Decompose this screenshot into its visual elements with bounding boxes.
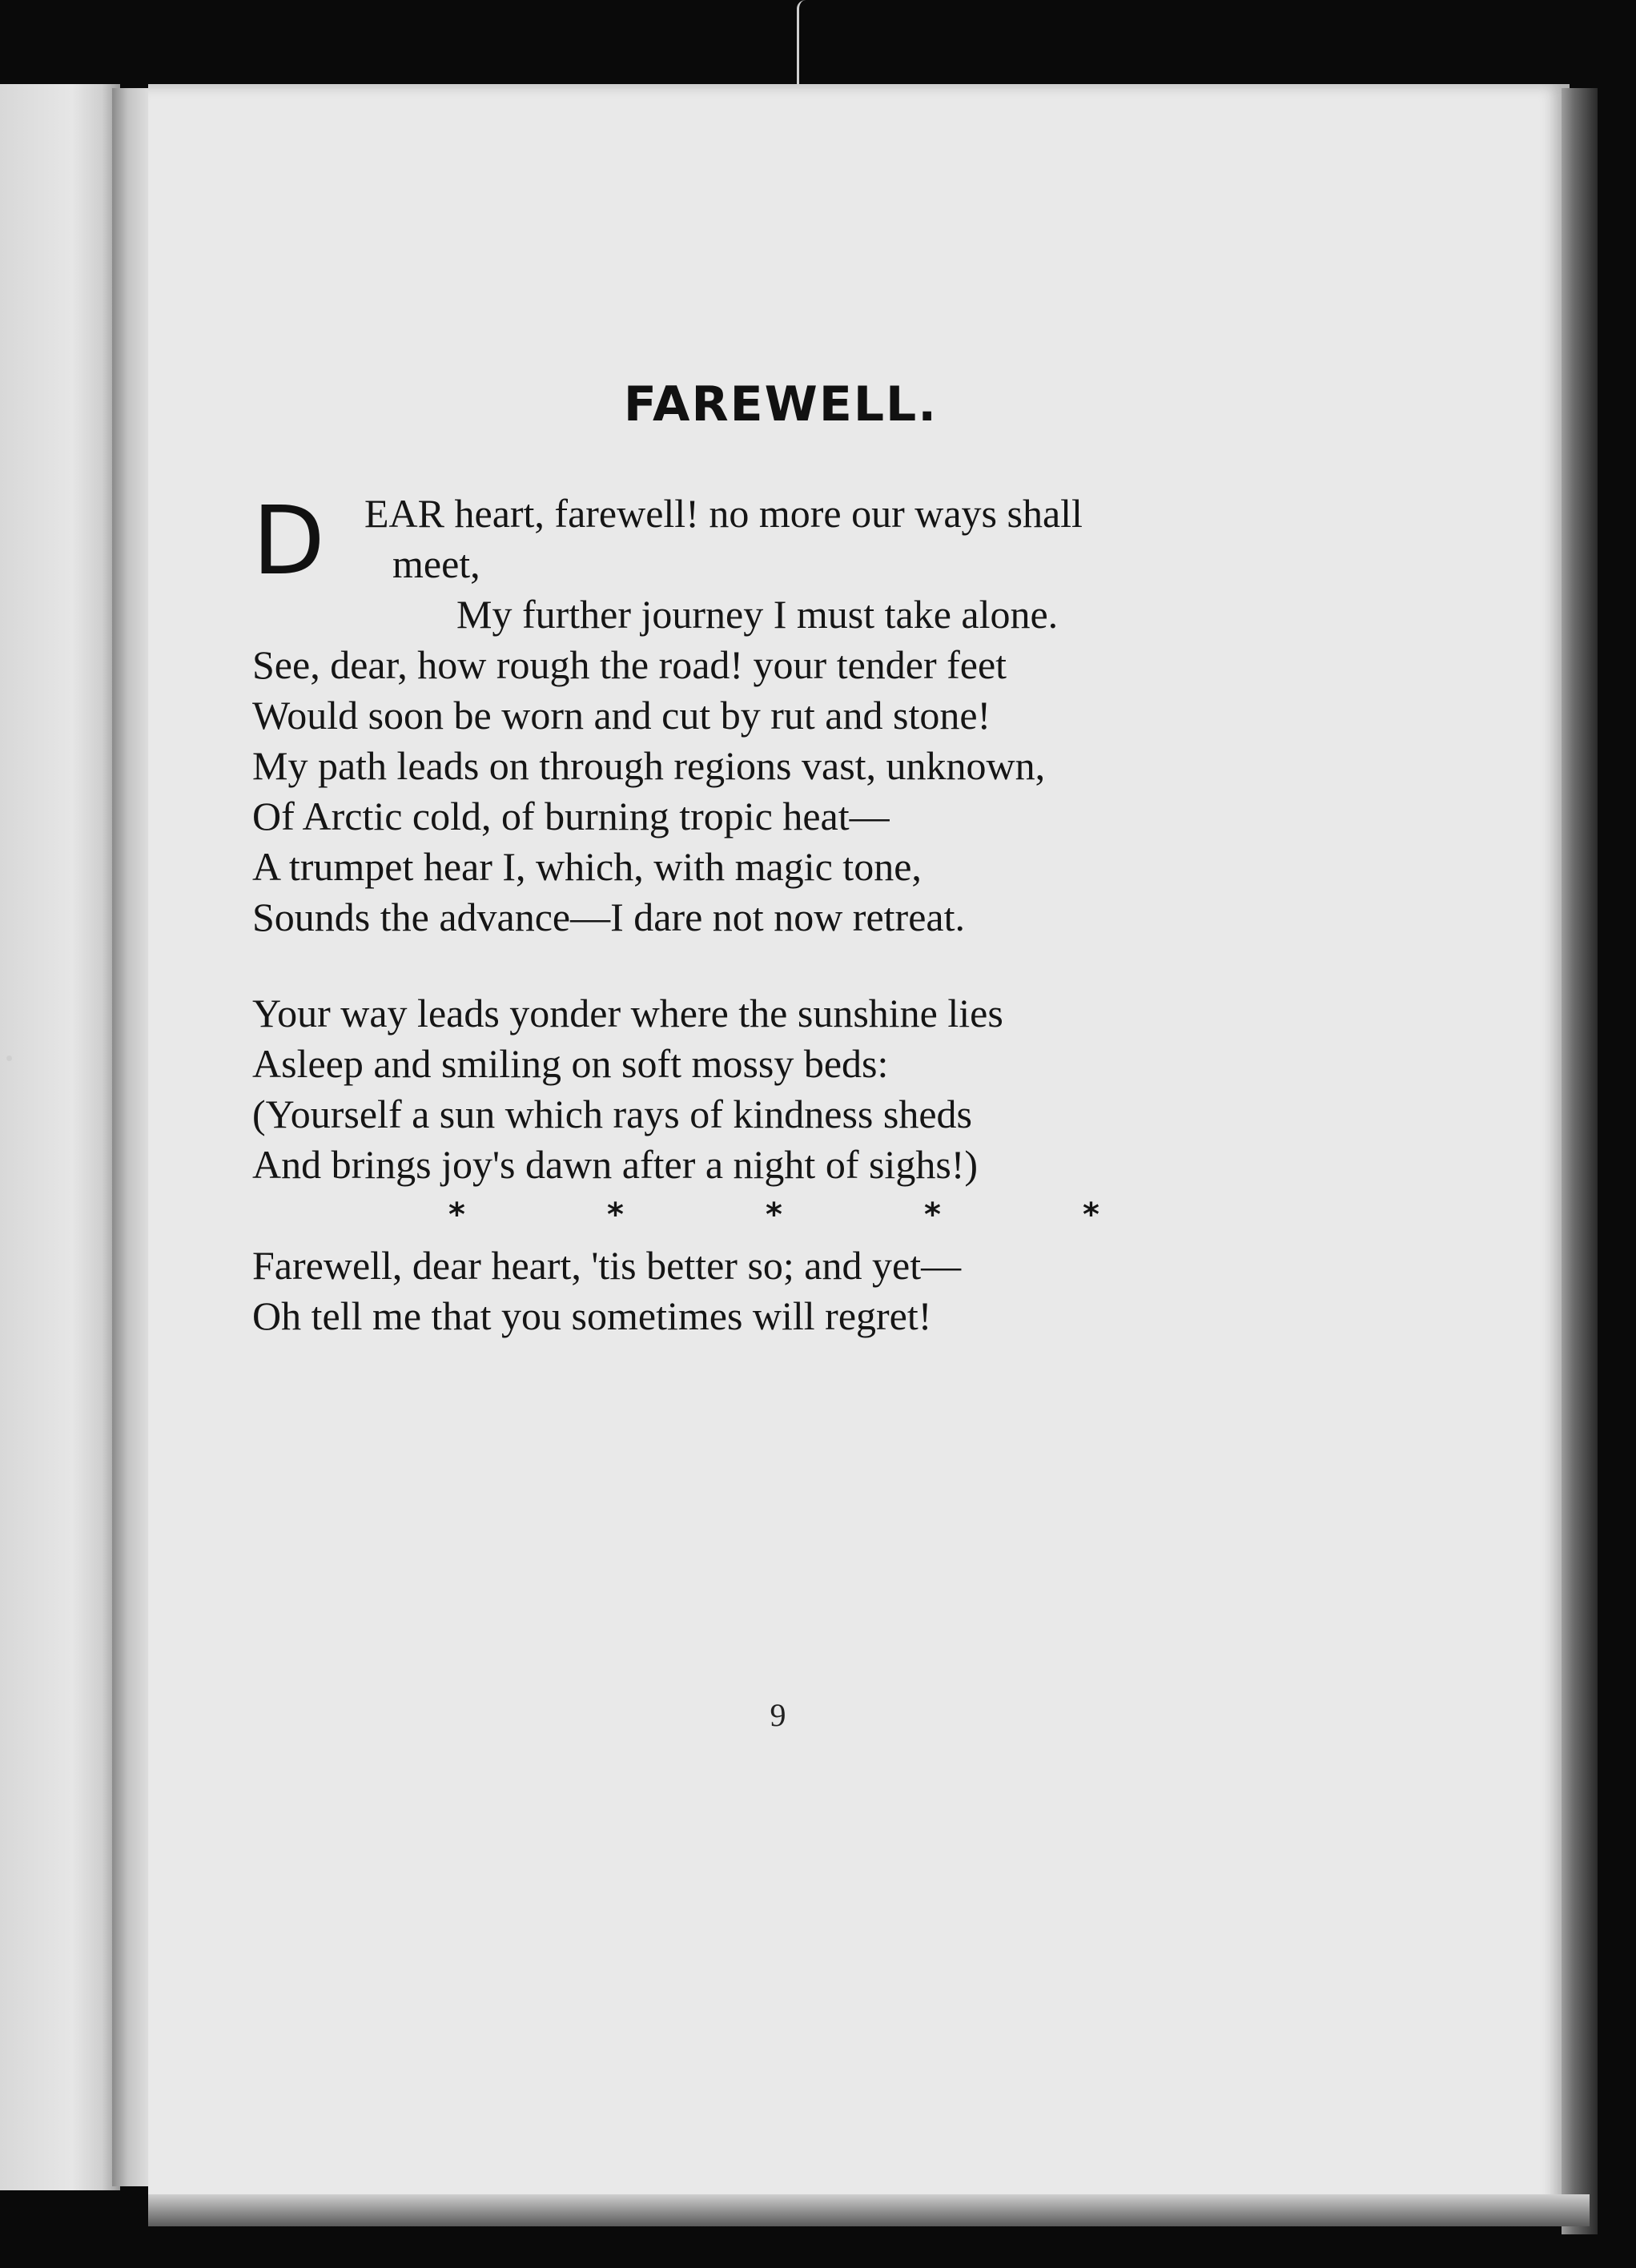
page-crease (797, 0, 806, 88)
drop-cap: D (252, 485, 325, 596)
scan-speck (6, 1056, 12, 1061)
page-number: 9 (770, 1697, 786, 1733)
poem-line: My path leads on through regions vast, unknown, (252, 743, 1046, 788)
separator-asterisk: * (924, 1196, 941, 1233)
poem-line: Of Arctic cold, of burning tropic heat— (252, 794, 890, 838)
poem-line: Oh tell me that you sometimes will regret! (252, 1293, 932, 1338)
poem-body (252, 485, 1389, 1341)
poem-line: (Yourself a sun which rays of kindness sheds (252, 1092, 972, 1136)
poem-line: And brings joy's dawn after a night of sighs!) (252, 1142, 979, 1187)
separator-asterisk: * (1083, 1196, 1099, 1233)
separator-asterisk: * (766, 1196, 782, 1233)
stanza-1 (252, 485, 1389, 943)
stanza-separator (252, 1190, 1389, 1241)
poem-line: Asleep and smiling on soft mossy beds: (252, 1041, 889, 1086)
poem-line: Sounds the advance—I dare not now retreat. (252, 895, 965, 939)
poem-line: See, dear, how rough the road! your tender feet (252, 642, 1007, 687)
poem-line: meet, (392, 541, 480, 586)
poem-line: EAR heart, farewell! no more our ways shall (364, 491, 1083, 536)
poem-title: FAREWELL. (623, 376, 939, 432)
stanza-3 (252, 1241, 1389, 1341)
poem-line: Would soon be worn and cut by rut and stone! (252, 693, 991, 738)
poem-line: A trumpet hear I, which, with magic tone, (252, 844, 922, 889)
page-bottom-shade (148, 2194, 1590, 2226)
separator-asterisk: * (448, 1196, 465, 1233)
separator-asterisk: * (607, 1196, 624, 1233)
page-right-edge (1562, 88, 1598, 2234)
poem-line: Farewell, dear heart, 'tis better so; and yet— (252, 1243, 962, 1288)
poem-line: My further journey I must take alone. (456, 592, 1059, 637)
stanza-gap (252, 943, 1389, 988)
stanza-2 (252, 988, 1389, 1190)
poem-line: Your way leads yonder where the sunshine lies (252, 991, 1003, 1035)
